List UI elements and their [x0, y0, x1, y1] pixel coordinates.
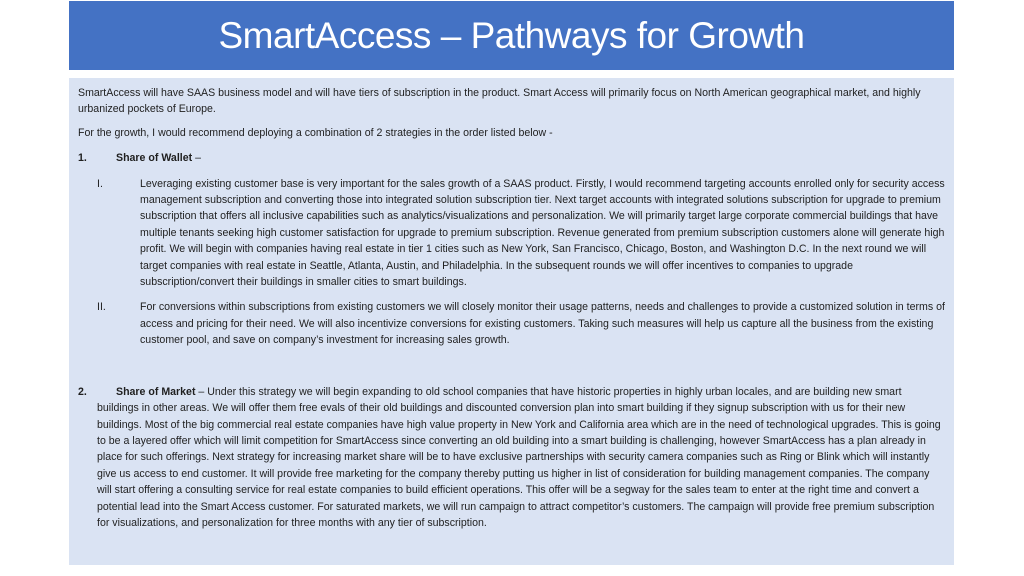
item-text: For conversions within subscriptions from existing customers we will closely monitor their usage patterns, needs and challenges to provide a customized solution in terms of access and pricing for their need. We will also incentivize conversions for existing customers. Taking such measures will help us capture all the business from the existing customer pool, and save on company’s investment for increasing sales growth. [140, 301, 945, 347]
strategy-1-dash: – [192, 152, 201, 165]
item-number: I. [97, 177, 103, 190]
item-number: II. [97, 301, 106, 314]
strategy-2-paragraph [78, 384, 946, 532]
spacer [78, 358, 946, 384]
lead-paragraph: For the growth, I would recommend deploying a combination of 2 strategies in the order listed below - [78, 126, 553, 139]
strategy-1-title [116, 150, 201, 166]
strategy-1-number: 1. [78, 152, 87, 165]
item-text: Leveraging existing customer base is very important for the sales growth of a SAAS product. Firstly, I would recommend targeting accounts enrolled only for security access management subscription and converting those into integrated solution subscription tier. Next target accounts with integrated solutions subscription for upgrade to premium subscription that offers all inclusive capabilities such as analytics/visualizations and personalization. We will primarily target large corporate commercial buildings that have multiple tenants seeking high customer satisfaction for upgrade to premium subscription. Revenue generated from premium subscription customers alone will generate high profit. We will begin with companies having real estate in tier 1 cities such as New York, San Francisco, Chicago, Boston, and Washington D.C. In the next round we will target companies with real estate in Seattle, Atlanta, Austin, and Philadelphia. In the subsequent rounds we will offer incentives to companies to upgrade subscription/convert their buildings in smaller cities to smart buildings. [140, 177, 945, 289]
content-panel [69, 78, 954, 565]
strategy-2-label: Share of Market [116, 385, 196, 398]
strategy-2-number: 2. [78, 385, 87, 398]
page-title: SmartAccess – Pathways for Growth [218, 14, 805, 56]
strategy-1-item-1 [78, 176, 946, 291]
strategy-1-item-2 [78, 299, 946, 348]
strategy-1-label: Share of Wallet [116, 152, 193, 165]
intro-paragraph: SmartAccess will have SAAS business model and will have tiers of subscription in the product. Smart Access will primarily focus on North American geographical market, and highly urbanized pockets of Europe. [78, 87, 921, 116]
strategy-1-heading [78, 150, 946, 166]
strategy-2-text: – Under this strategy we will begin expanding to old school companies that have historic properties in highly urban locales, and are building new smart buildings in other areas. We will offer them free evals of their old buildings and discounted conversion plan into smart building if they signup subscription with us for their new buildings. Most of the big commercial real estate companies have high value property in New York and California area which are in the need of technological upgrades. This is going to be a layered offer which will limit competition for SmartAccess since converting an old building into a smart building is challenging, however SmartAccess has a plan already in place for such offerings. Next strategy for increasing market share will be to have exclusive partnerships with security camera companies such as Ring or Blink which will instantly give us access to end customer. It will provide free marketing for the company thereby putting us higher in list of consideration for building management companies. The company will start offering a consulting service for real estate companies to build efficient operations. This offer will be a segway for the sales team to enter at the right time and convert a potential lead into the Smart Access customer. For saturated markets, we will run campaign to attract competitor’s customers. The campaign will provide free premium subscription for visualizations, and personalization for three months with any tier of subscription. [97, 385, 941, 529]
title-banner [69, 1, 954, 70]
